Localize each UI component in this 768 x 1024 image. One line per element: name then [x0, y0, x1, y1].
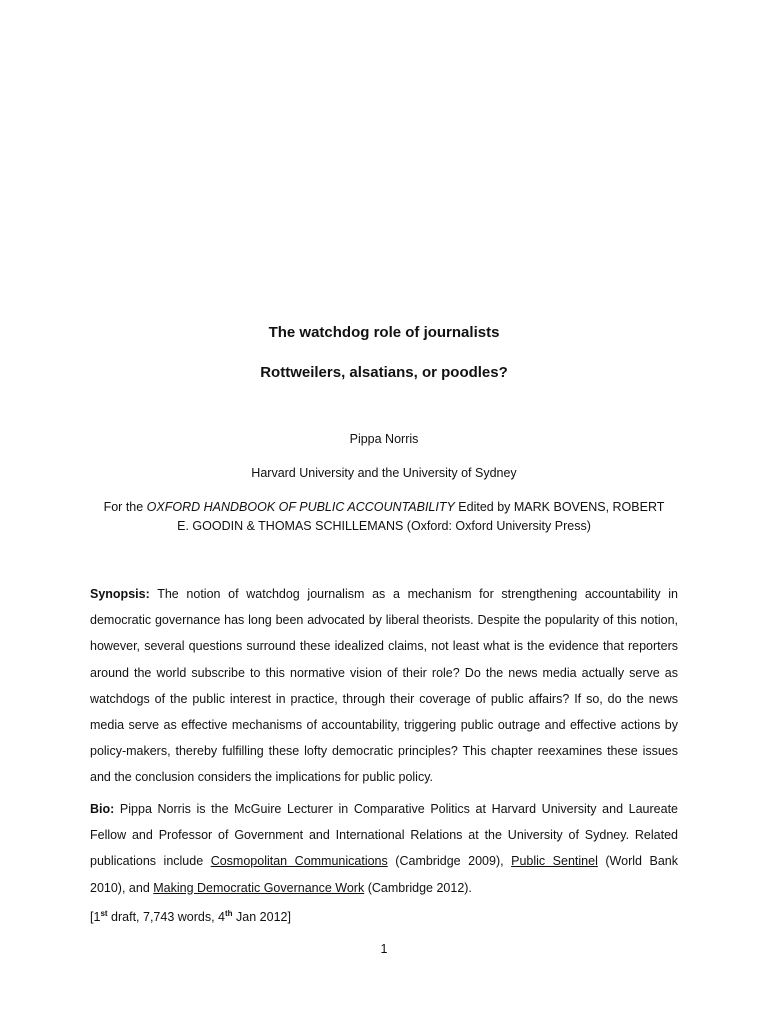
document-subtitle: Rottweilers, alsatians, or poodles? [260, 364, 508, 381]
draft-open: [1 [90, 910, 101, 924]
bio-text-2: (Cambridge 2009), [387, 854, 512, 869]
publication-link-democratic-governance: Making Democratic Governance Work [153, 880, 365, 895]
author-name: Pippa Norris [349, 432, 419, 446]
synopsis-paragraph [90, 581, 678, 791]
draft-sup-th: th [225, 908, 233, 918]
document-title: The watchdog role of journalists [268, 324, 500, 341]
handbook-title: OXFORD HANDBOOK OF PUBLIC ACCOUNTABILITY [146, 500, 455, 514]
author-affiliation: Harvard University and the University of Sydney [251, 466, 517, 480]
bio-text-4: (Cambridge 2012). [364, 880, 472, 895]
draft-close: Jan 2012] [232, 910, 291, 924]
draft-note [90, 910, 291, 924]
page-number: 1 [380, 942, 388, 956]
publication-link-cosmopolitan: Cosmopolitan Communications [210, 854, 388, 869]
bio-text-3: (World Bank 2010), and [90, 854, 678, 895]
publication-link-public-sentinel: Public Sentinel [511, 854, 598, 869]
publication-editors: Edited by MARK BOVENS, ROBERT E. GOODIN & THOMAS SCHILLEMANS (Oxford: Oxford University Press) [177, 500, 665, 533]
draft-sup-st: st [100, 908, 108, 918]
publication-info [100, 498, 668, 536]
publication-prefix: For the [103, 500, 147, 514]
bio-text-1: Pippa Norris is the McGuire Lecturer in Comparative Politics at Harvard University and Laureate Fellow and Professor of Government and International Relations at the University of Sydney. Related publications include [90, 802, 678, 869]
draft-mid: draft, 7,743 words, 4 [107, 910, 225, 924]
synopsis-label: Synopsis: [90, 587, 150, 601]
bio-paragraph [90, 796, 678, 901]
synopsis-text: The notion of watchdog journalism as a mechanism for strengthening accountability in democratic governance has long been advocated by liberal theorists. Despite the popularity of this notion, however, several questions surround these idealized claims, not least what is the evidence that reporters around the world subscribe to this normative vision of their role? Do the news media actually serve as watchdogs of the public interest in practice, through their coverage of public affairs? If so, do the news media serve as effective mechanisms of accountability, triggering public outrage and effective actions by policy-makers, thereby fulfilling these lofty democratic principles? This chapter reexamines these issues and the conclusion considers the implications for public policy. [90, 587, 678, 785]
bio-label: Bio: [90, 802, 115, 816]
